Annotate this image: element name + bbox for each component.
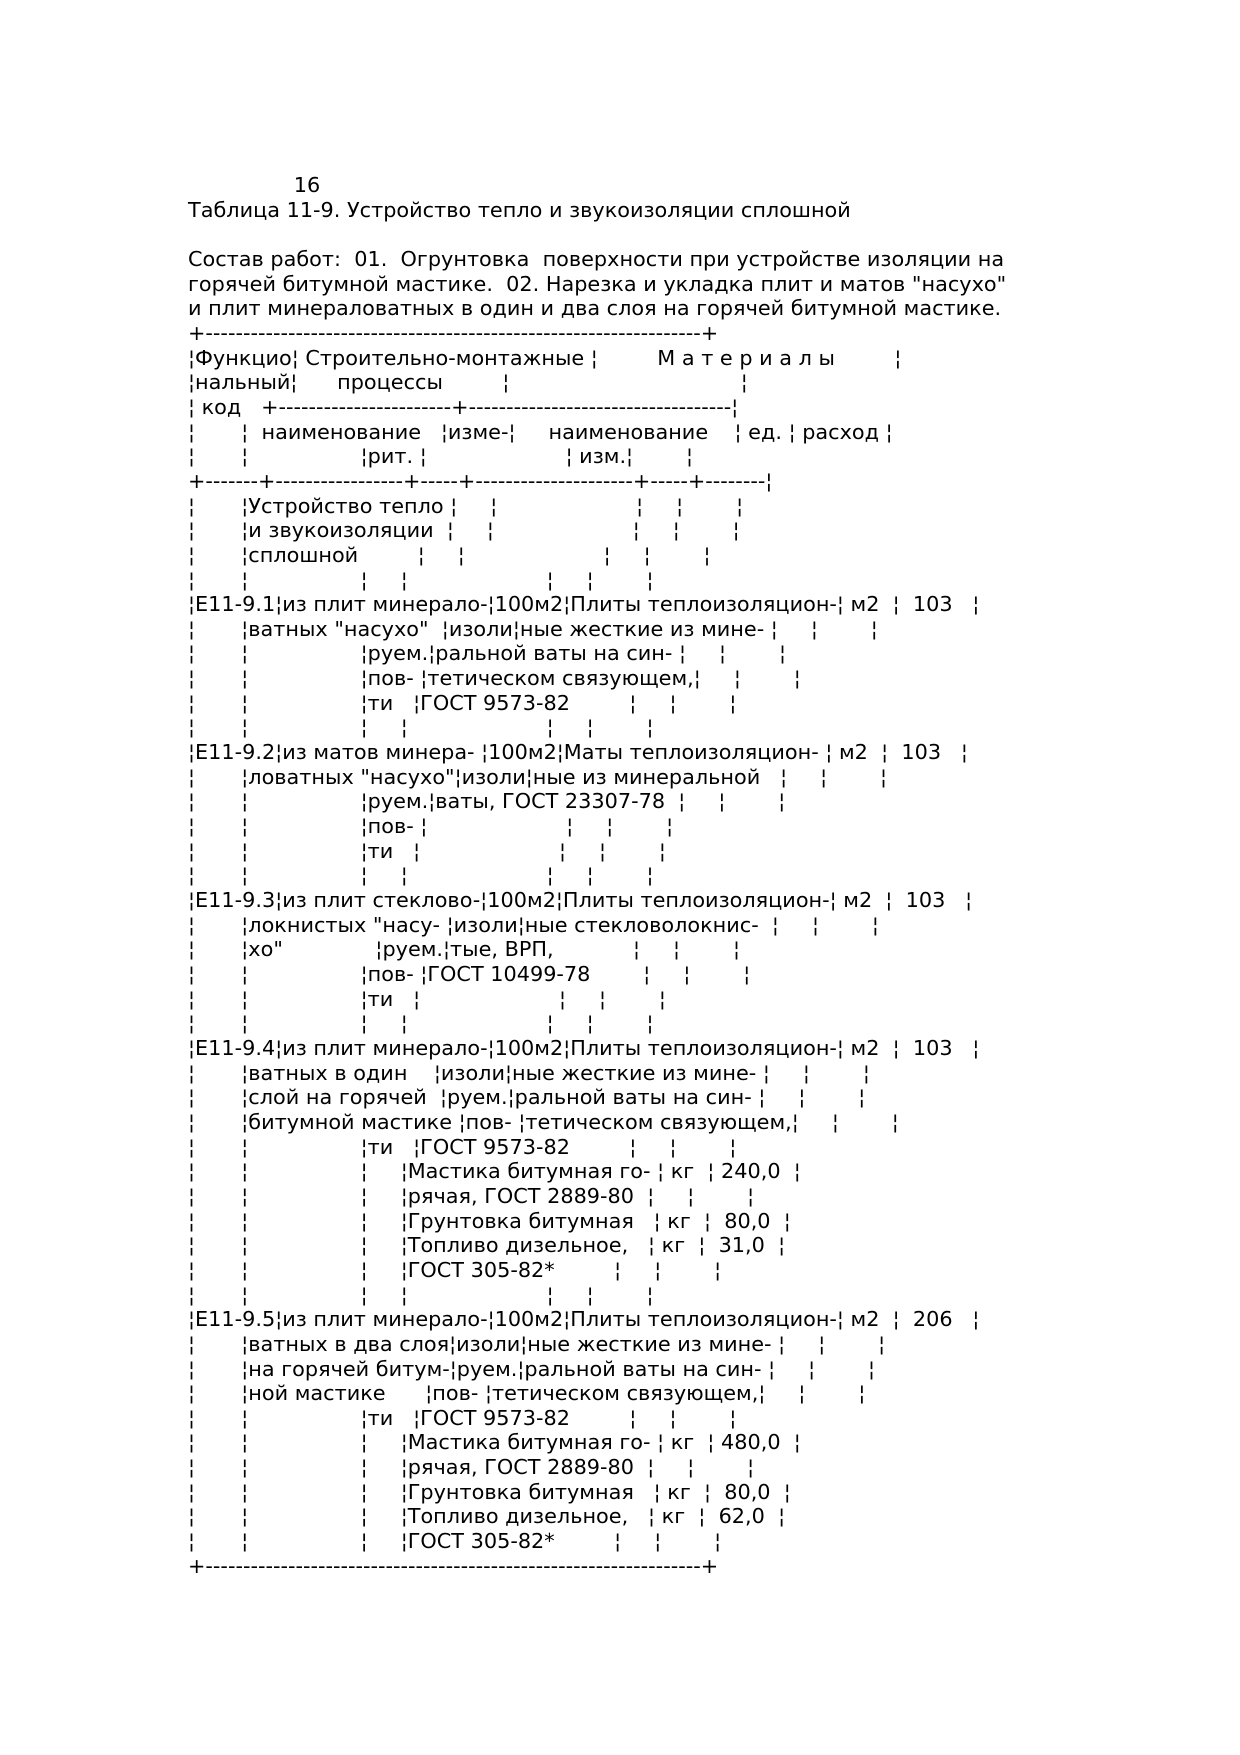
table-line: ¦ ¦ ¦рит. ¦ ¦ изм.¦ ¦ xyxy=(188,444,693,469)
table-line: +-------+-----------------+-----+---------------------+-----+--------¦ xyxy=(188,468,773,493)
table-line: ¦ ¦ ¦ ¦ГОСТ 305-82* ¦ ¦ ¦ xyxy=(188,1257,722,1282)
table-line: +------------------------------------------------------------------+ xyxy=(188,320,719,345)
table-line: ¦Е11-9.5¦из плит минерало-¦100м2¦Плиты теплоизоляцион-¦ м2 ¦ 206 ¦ xyxy=(188,1307,980,1332)
table-line: ¦ ¦Устройство тепло ¦ ¦ ¦ ¦ ¦ xyxy=(188,493,744,518)
table-line: ¦Е11-9.4¦из плит минерало-¦100м2¦Плиты теплоизоляцион-¦ м2 ¦ 103 ¦ xyxy=(188,1035,980,1060)
table-line: ¦Функцио¦ Строительно-монтажные ¦ М а т е р и а л ы ¦ xyxy=(188,345,902,370)
table-line: ¦ ¦ ¦ ¦Грунтовка битумная ¦ кг ¦ 80,0 ¦ xyxy=(188,1208,791,1233)
table-line: ¦ ¦ловатных "насухо"¦изоли¦ные из минеральной ¦ ¦ ¦ xyxy=(188,764,888,789)
table-line: ¦ ¦ ¦руем.¦ральной ваты на син- ¦ ¦ ¦ xyxy=(188,641,786,666)
table-line: ¦ ¦ ¦ ¦Топливо дизельное, ¦ кг ¦ 62,0 ¦ xyxy=(188,1504,786,1529)
composition-line: горячей битумной мастике. 02. Нарезка и укладка плит и матов "насухо" xyxy=(188,271,1007,296)
table-line: ¦ ¦ ¦ ¦Грунтовка битумная ¦ кг ¦ 80,0 ¦ xyxy=(188,1479,791,1504)
table-line: ¦ ¦на горячей битум-¦руем.¦ральной ваты на син- ¦ ¦ ¦ xyxy=(188,1356,876,1381)
table-line: ¦ ¦хо" ¦руем.¦тые, ВРП, ¦ ¦ ¦ xyxy=(188,937,740,962)
page-number: 16 xyxy=(188,173,321,197)
table-line: ¦ ¦локнистых "насу- ¦изоли¦ные стекловолокнис- ¦ ¦ ¦ xyxy=(188,912,879,937)
table-line: ¦ ¦ ¦ ¦ ¦ ¦ ¦ xyxy=(188,1011,654,1036)
table-line: ¦ ¦ ¦пов- ¦тетическом связующем,¦ ¦ ¦ xyxy=(188,666,801,691)
table-line: ¦Е11-9.3¦из плит стекловo-¦100м2¦Плиты теплоизоляцион-¦ м2 ¦ 103 ¦ xyxy=(188,888,973,913)
table-line: ¦ ¦ ¦ ¦Топливо дизельное, ¦ кг ¦ 31,0 ¦ xyxy=(188,1233,786,1258)
table-title: Таблица 11-9. Устройство тепло и звукоизоляции сплошной xyxy=(188,197,851,222)
table-line: ¦ ¦ ¦пов- ¦ГОСТ 10499-78 ¦ ¦ ¦ xyxy=(188,962,751,986)
composition-line: Состав работ: 01. Огрунтовка поверхности при устройстве изоляции на xyxy=(188,246,1005,271)
table-line: ¦ ¦ватных "насухо" ¦изоли¦ные жесткие из мине- ¦ ¦ ¦ xyxy=(188,616,878,641)
table-line: ¦ ¦ ¦ти ¦ ¦ ¦ ¦ xyxy=(188,838,666,863)
table-line: ¦ ¦ ¦ ¦Мастика битумная го- ¦ кг ¦ 480,0 ¦ xyxy=(188,1430,801,1455)
table-line: ¦ ¦ наименование ¦изме-¦ наименование ¦ ед. ¦ расход ¦ xyxy=(188,419,893,444)
table-line: ¦ ¦ватных в два слоя¦изоли¦ные жесткие из мине- ¦ ¦ ¦ xyxy=(188,1331,886,1356)
table-line: ¦ ¦ ¦пов- ¦ ¦ ¦ ¦ xyxy=(188,814,674,839)
table-line: ¦ ¦ ¦ти ¦ГОСТ 9573-82 ¦ ¦ ¦ xyxy=(188,1405,737,1430)
table-line: ¦Е11-9.2¦из матов минера- ¦100м2¦Маты теплоизоляцион- ¦ м2 ¦ 103 ¦ xyxy=(188,740,968,765)
table-line: ¦Е11-9.1¦из плит минерало-¦100м2¦Плиты теплоизоляцион-¦ м2 ¦ 103 ¦ xyxy=(188,592,980,617)
table-line: ¦ ¦ ¦ти ¦ГОСТ 9573-82 ¦ ¦ ¦ xyxy=(188,1134,737,1159)
table-line: ¦ ¦ ¦ ¦ ¦ ¦ ¦ xyxy=(188,1282,654,1307)
table-line: +------------------------------------------------------------------+ xyxy=(188,1553,719,1578)
table-line: ¦ ¦ ¦ти ¦ГОСТ 9573-82 ¦ ¦ ¦ xyxy=(188,690,737,715)
table-line: ¦ ¦ ¦ ¦рячая, ГОСТ 2889-80 ¦ ¦ ¦ xyxy=(188,1183,755,1208)
table-line: ¦ ¦ватных в один ¦изоли¦ные жесткие из мине- ¦ ¦ ¦ xyxy=(188,1060,870,1085)
table-line: ¦ ¦слой на горячей ¦руем.¦ральной ваты на син- ¦ ¦ ¦ xyxy=(188,1085,866,1110)
table-line: ¦ ¦ной мастике ¦пов- ¦тетическом связующем,¦ ¦ ¦ xyxy=(188,1381,866,1406)
blank-line xyxy=(188,222,1198,247)
table-line: ¦ код +-----------------------+-----------------------------------¦ xyxy=(188,394,739,419)
table-line: ¦ ¦ ¦ ¦Мастика битумная го- ¦ кг ¦ 240,0 ¦ xyxy=(188,1159,801,1184)
table-line: ¦ ¦ ¦ ¦ГОСТ 305-82* ¦ ¦ ¦ xyxy=(188,1529,722,1554)
table-line: ¦ ¦сплошной ¦ ¦ ¦ ¦ ¦ xyxy=(188,542,711,567)
table-line: ¦нальный¦ процессы ¦ ¦ xyxy=(188,370,748,395)
document-page xyxy=(188,173,1198,1578)
table-line: ¦ ¦ ¦руем.¦ваты, ГОСТ 23307-78 ¦ ¦ ¦ xyxy=(188,789,786,814)
table-line: ¦ ¦ ¦ ¦ ¦ ¦ ¦ xyxy=(188,567,654,592)
ascii-table xyxy=(188,321,1198,1578)
composition-line: и плит минераловатных в один и два слоя на горячей битумной мастике. xyxy=(188,296,1002,321)
table-line: ¦ ¦битумной мастике ¦пов- ¦тетическом связующем,¦ ¦ ¦ xyxy=(188,1109,899,1134)
table-line: ¦ ¦ ¦ ¦ ¦ ¦ ¦ xyxy=(188,715,654,740)
table-line: ¦ ¦ ¦ ¦ ¦ ¦ ¦ xyxy=(188,863,654,888)
table-line: ¦ ¦ ¦ти ¦ ¦ ¦ ¦ xyxy=(188,986,666,1011)
table-line: ¦ ¦и звукоизоляции ¦ ¦ ¦ ¦ ¦ xyxy=(188,518,740,543)
composition-of-works xyxy=(188,247,1198,321)
table-line: ¦ ¦ ¦ ¦рячая, ГОСТ 2889-80 ¦ ¦ ¦ xyxy=(188,1455,755,1480)
